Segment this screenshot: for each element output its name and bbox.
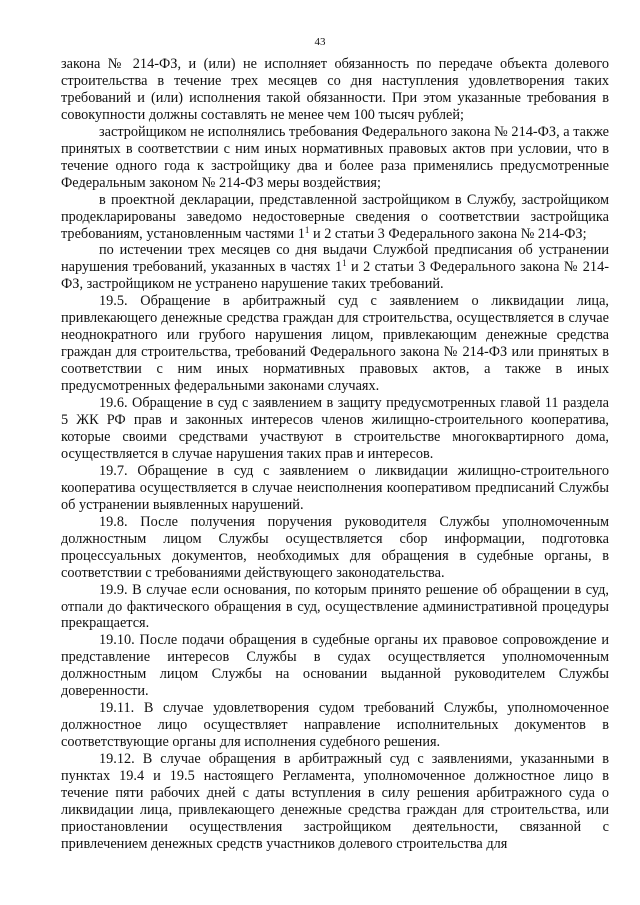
- page-number: 43: [314, 36, 326, 48]
- superscript: 1: [304, 224, 310, 235]
- paragraph-text: застройщиком не исполнялись требования Федерального закона № 214-ФЗ, а также принятых в соответствии с ним иных нормативных правовых актов при условии, что в течение одного года к застройщику два и более раза применялись предусмотренные Федеральным законом № 214-ФЗ меры воздействия;: [61, 123, 609, 191]
- paragraph: [61, 582, 609, 633]
- paragraph: [61, 751, 609, 853]
- paragraph-text: по истечении трех месяцев со дня выдачи Службой предписания об устранении нарушения требований, указанных в частях 1: [61, 242, 609, 276]
- paragraph: [61, 395, 609, 463]
- paragraph: [61, 463, 609, 514]
- paragraph: [61, 242, 609, 293]
- paragraph-text: 19.5. Обращение в арбитражный суд с заявлением о ликвидации лица, привлекающего денежные средства граждан для строительства, осуществляется в случае неоднократного или грубого нарушения лицом, привлекающим денежные средства граждан для строительства, требований Федерального закона № 214-ФЗ или принятых в соответствии с ним иных нормативных правовых актов, а также в иных предусмотренных федеральными законами случаях.: [61, 293, 609, 395]
- paragraph-text: 19.9. В случае если основания, по которым принято решение об обращении в суд, отпали до фактического обращения в суд, осуществление административной процедуры прекращается.: [61, 581, 609, 632]
- paragraph-text: и 2 статьи 3 Федерального закона № 214-ФЗ;: [309, 225, 587, 242]
- paragraph-text: 19.6. Обращение в суд с заявлением в защиту предусмотренных главой 11 раздела 5 ЖК РФ прав и законных интересов членов жилищно-строительного кооператива, которые своими средствами участвуют в строительстве многоквартирного дома, осуществляется в случае нарушения таких прав и интересов.: [61, 395, 609, 462]
- paragraph-text: 19.7. Обращение в суд с заявлением о ликвидации жилищно-строительного кооператива осуществляется в случае неисполнения кооперативом предписаний Службы об устранении выявленных нарушений.: [61, 462, 609, 513]
- paragraph: [61, 700, 609, 751]
- paragraph-text: 19.10. После подачи обращения в судебные органы их правовое сопровождение и представление интересов Службы в судах осуществляется уполномоченным должностным лицом Службы на основании выданной руководителем Службы доверенности.: [61, 632, 609, 700]
- paragraph-text: 19.11. В случае удовлетворения судом требований Службы, уполномоченное должностное лицо осуществляет направление исполнительных документов в соответствующие органы для исполнения судебного решения.: [61, 700, 609, 751]
- paragraph-text: закона № 214-ФЗ, и (или) не исполняет обязанность по передаче объекта долевого строительства в течение трех месяцев со дня наступления удовлетворения таких требований и (или) исполнения такой обязанности. При этом указанные требования в совокупности должны составлять не менее чем 100 тысяч рублей;: [61, 56, 609, 123]
- paragraph: [61, 514, 609, 582]
- paragraph: [61, 124, 609, 192]
- paragraph-text: 19.12. В случае обращения в арбитражный суд с заявлениями, указанными в пунктах 19.4 и 19.5 настоящего Регламента, уполномоченное должностное лицо в течение пяти рабочих дней с даты вступления в силу решения арбитражного суда о ликвидации лица, привлекающего денежные средства граждан для строительства, или приостановлении осуществления застройщиком деятельности, связанной с привлечением денежных средств участников долевого строительства для: [61, 751, 609, 852]
- paragraph-text: и 2 статьи 3 Федерального закона № 214-ФЗ, застройщиком не устранено нарушение таких требований.: [61, 259, 609, 293]
- superscript: 1: [342, 258, 347, 269]
- paragraph-text: 19.8. После получения поручения руководителя Службы уполномоченным должностным лицом Службы осуществляется сбор информации, подготовка процессуальных документов, необходимых для обращения в судебные органы, в соответствии с требованиями действующего законодательства.: [61, 513, 609, 581]
- paragraph: [61, 293, 609, 395]
- paragraph: [61, 56, 609, 124]
- paragraph-text: в проектной декларации, представленной застройщиком в Службу, застройщиком продекларированы заведомо недостоверные сведения о соответствии застройщика требованиям, установленным частями 1: [61, 191, 609, 242]
- paragraph: [61, 192, 609, 243]
- paragraph: [61, 632, 609, 700]
- document-text-body: [61, 56, 609, 853]
